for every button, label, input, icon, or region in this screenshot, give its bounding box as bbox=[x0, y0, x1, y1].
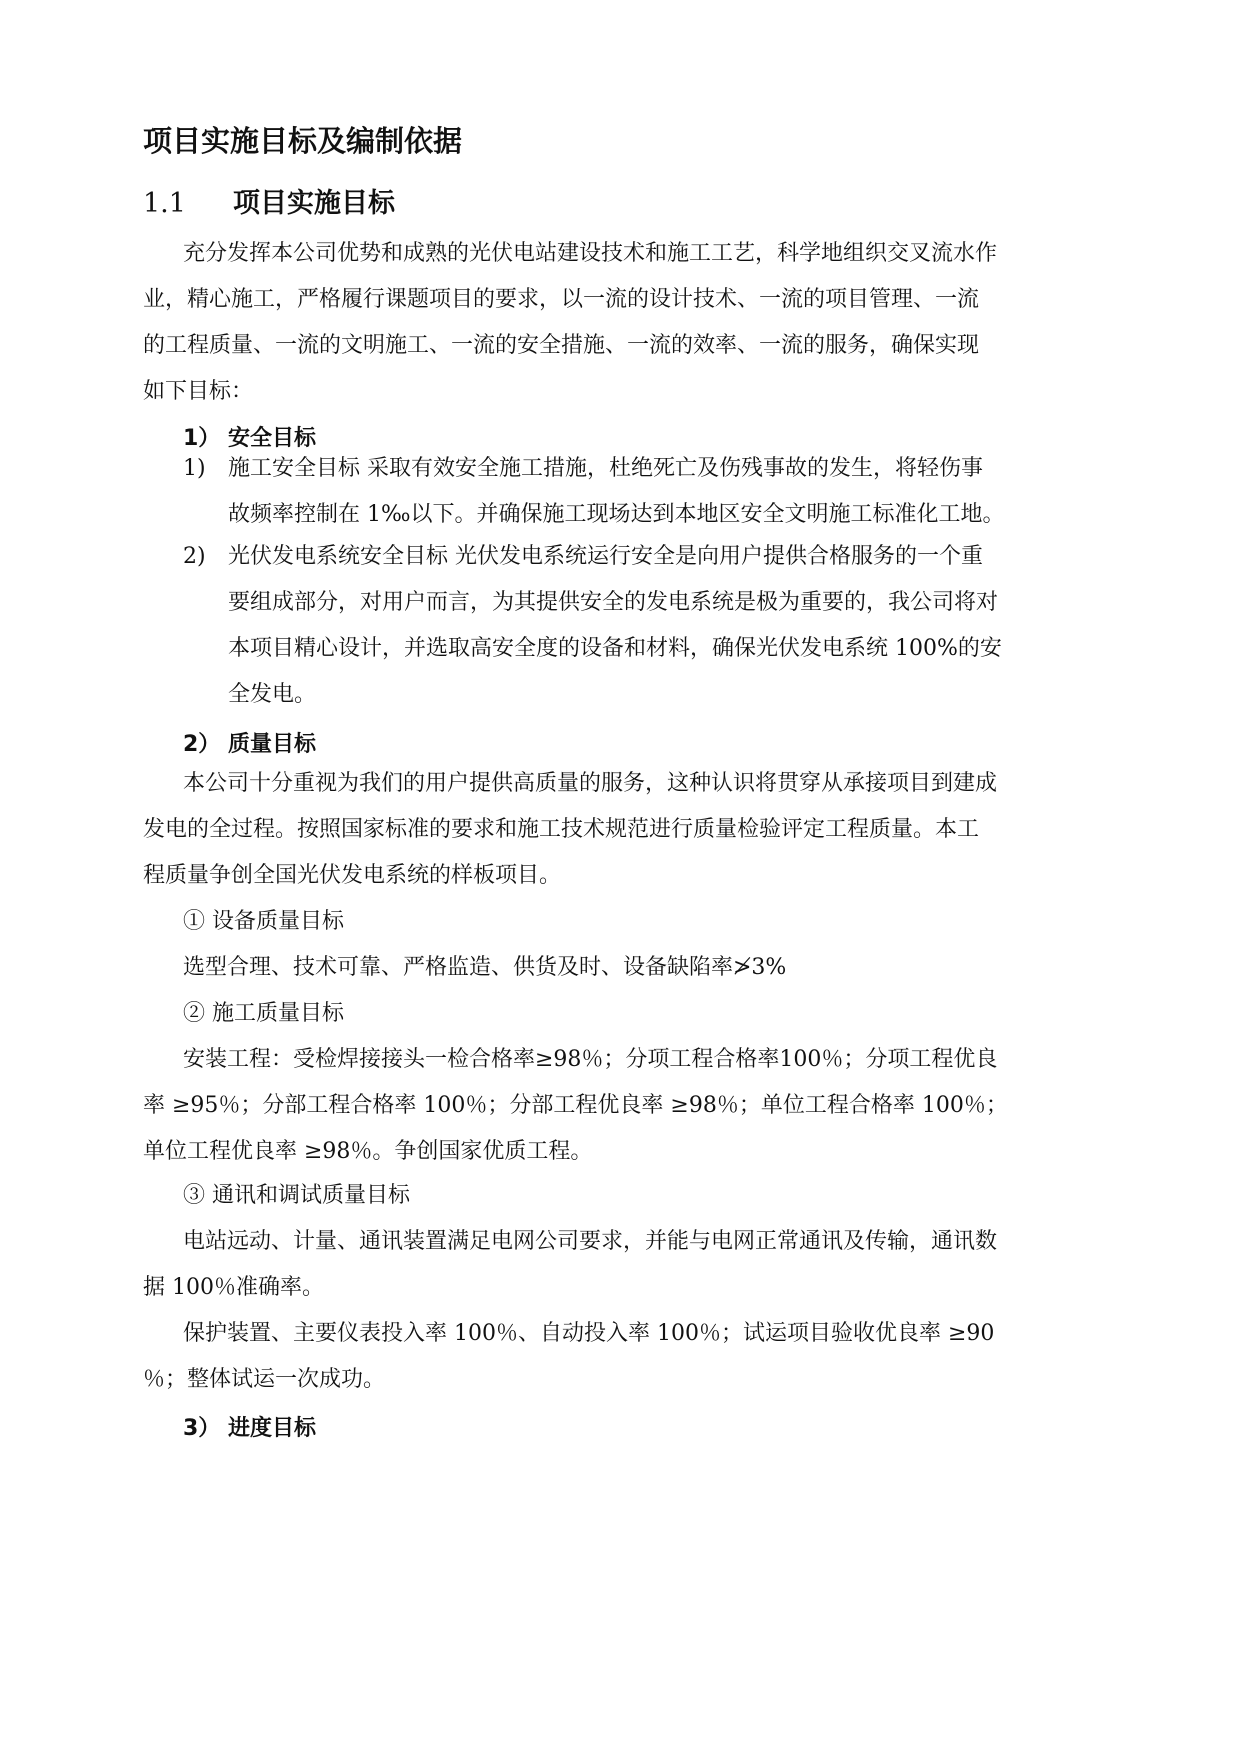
list-marker: 2) bbox=[183, 544, 206, 569]
quality-intro-line-2: 发电的全过程。按照国家标准的要求和施工技术规范进行质量检验评定工程质量。本工 bbox=[143, 817, 980, 842]
safety-item-2-line-4: 全发电。 bbox=[228, 682, 317, 707]
safety-heading: 1） 安全目标 bbox=[183, 426, 316, 451]
equipment-quality-heading: ① 设备质量目标 bbox=[183, 909, 344, 934]
section-title: 项目实施目标 bbox=[233, 188, 395, 219]
safety-item-2-line-1: 光伏发电系统安全目标 光伏发电系统运行安全是向用户提供合格服务的一个重 bbox=[228, 544, 983, 569]
intro-line-4: 如下目标： bbox=[143, 379, 254, 404]
construction-quality-line-1: 安装工程：受检焊接接头一检合格率≥98％；分项工程合格率100％；分项工程优良 bbox=[183, 1047, 998, 1072]
intro-line-2: 业，精心施工，严格履行课题项目的要求，以一流的设计技术、一流的项目管理、一流 bbox=[143, 287, 980, 312]
equipment-quality-text: 选型合理、技术可靠、严格监造、供货及时、设备缺陷率≯3% bbox=[183, 955, 787, 980]
construction-quality-heading: ② 施工质量目标 bbox=[183, 1001, 344, 1026]
comms-para2-line-1: 保护装置、主要仪表投入率 100％、自动投入率 100％；试运项目验收优良率 ≥90 bbox=[183, 1321, 995, 1346]
page-title: 项目实施目标及编制依据 bbox=[143, 124, 463, 158]
quality-intro-line-3: 程质量争创全国光伏发电系统的样板项目。 bbox=[143, 863, 562, 888]
list-marker: 1) bbox=[183, 456, 206, 481]
intro-line-3: 的工程质量、一流的文明施工、一流的安全措施、一流的效率、一流的服务，确保实现 bbox=[143, 333, 980, 358]
comms-para1-line-2: 据 100％准确率。 bbox=[143, 1275, 324, 1300]
safety-item-2-line-2: 要组成部分，对用户而言，为其提供安全的发电系统是极为重要的，我公司将对 bbox=[228, 590, 999, 615]
quality-intro-line-1: 本公司十分重视为我们的用户提供高质量的服务，这种认识将贯穿从承接项目到建成 bbox=[183, 771, 998, 796]
intro-line-1: 充分发挥本公司优势和成熟的光伏电站建设技术和施工工艺，科学地组织交叉流水作 bbox=[183, 241, 998, 266]
section-number: 1.1 bbox=[143, 188, 186, 219]
safety-item-2-line-3: 本项目精心设计，并选取高安全度的设备和材料，确保光伏发电系统 100%的安 bbox=[228, 636, 1002, 661]
comms-para1-line-1: 电站远动、计量、通讯装置满足电网公司要求，并能与电网正常通讯及传输，通讯数 bbox=[183, 1229, 998, 1254]
construction-quality-line-2: 率 ≥95％；分部工程合格率 100％；分部工程优良率 ≥98％；单位工程合格率 100％； bbox=[143, 1093, 1008, 1118]
quality-heading: 2） 质量目标 bbox=[183, 732, 316, 757]
section-heading bbox=[143, 181, 395, 220]
schedule-heading: 3） 进度目标 bbox=[183, 1416, 316, 1441]
safety-item-1-line-1: 施工安全目标 采取有效安全施工措施，杜绝死亡及伤残事故的发生，将轻伤事 bbox=[228, 456, 983, 481]
safety-item-1-line-2: 故频率控制在 1‰以下。并确保施工现场达到本地区安全文明施工标准化工地。 bbox=[228, 502, 1005, 527]
comms-quality-heading: ③ 通讯和调试质量目标 bbox=[183, 1183, 410, 1208]
comms-para2-line-2: ％；整体试运一次成功。 bbox=[143, 1367, 386, 1392]
construction-quality-line-3: 单位工程优良率 ≥98％。争创国家优质工程。 bbox=[143, 1139, 593, 1164]
